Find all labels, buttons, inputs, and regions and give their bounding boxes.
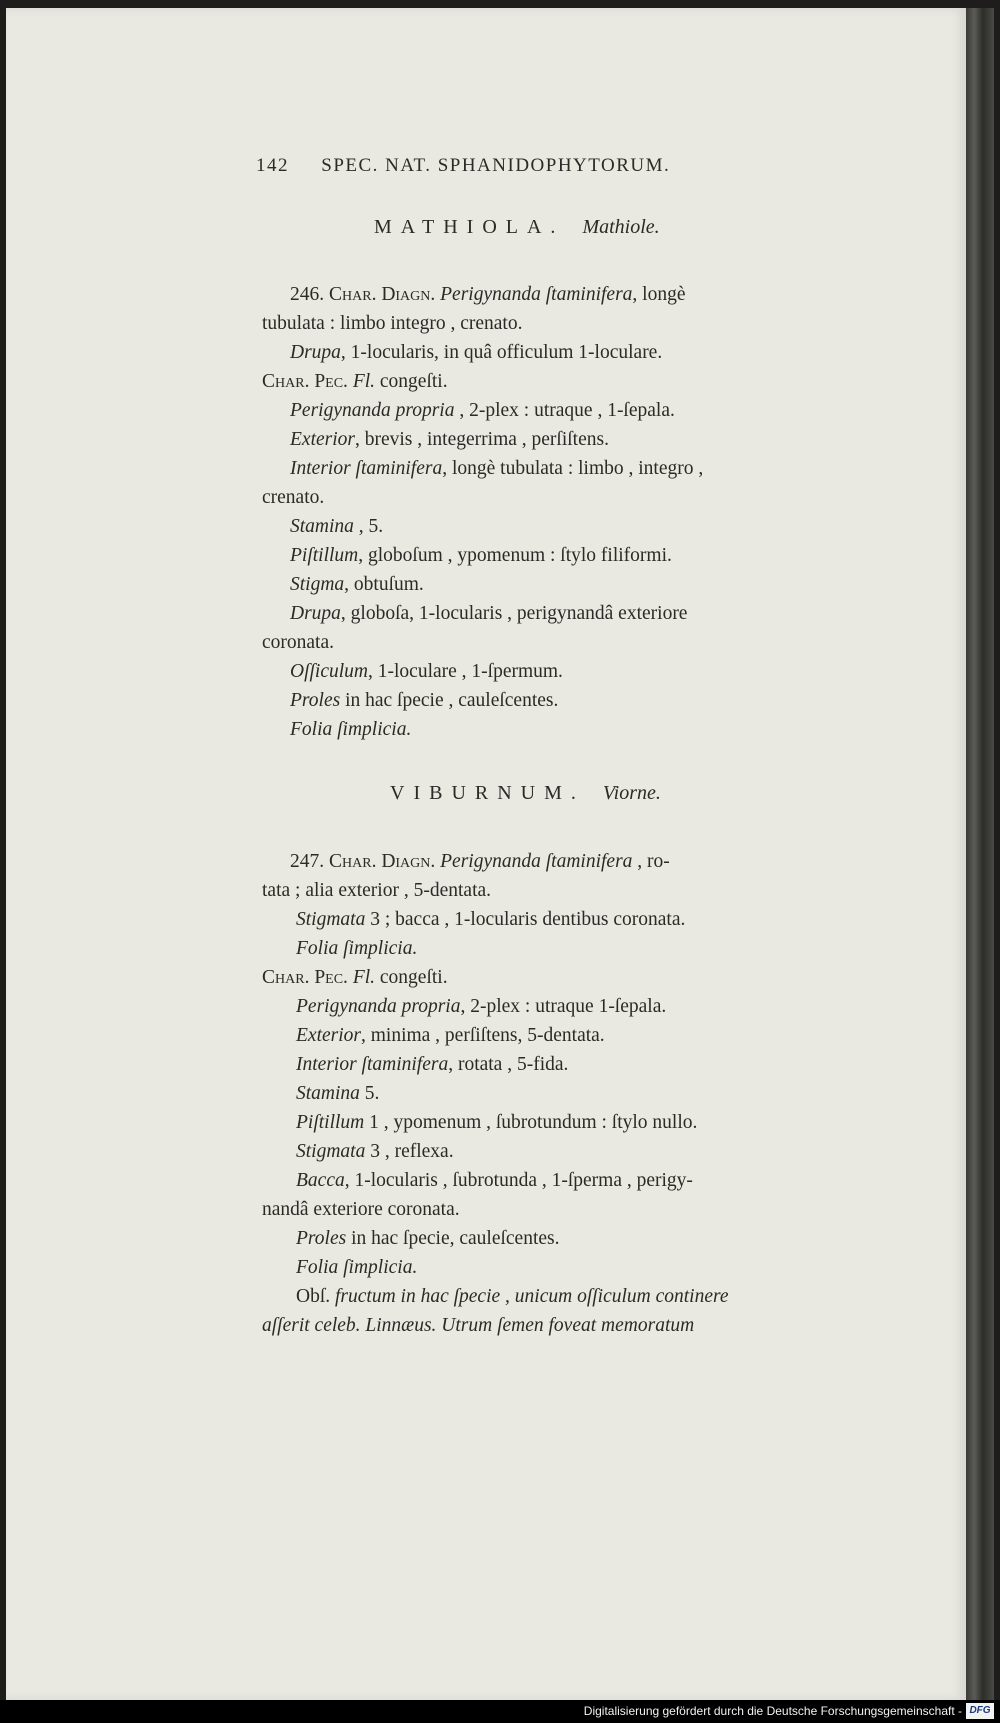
page-number: 142 xyxy=(256,155,289,176)
text-line: Piſtillum 1 , ypomenum , ſubrotundum : ſtylo nullo. xyxy=(296,1112,698,1133)
header-title: SPEC. NAT. SPHANIDOPHYTORUM. xyxy=(321,155,671,176)
page-edge xyxy=(966,8,994,1700)
dfg-logo: DFG xyxy=(966,1703,994,1719)
genus-name: MATHIOLA. xyxy=(374,216,565,238)
running-header xyxy=(256,155,670,177)
text-line: crenato. xyxy=(262,487,325,508)
text-line: Char. Pec. Fl. congeſti. xyxy=(262,371,448,392)
text-line: Stigmata 3 , reflexa. xyxy=(296,1141,454,1162)
text-line: Bacca, 1-locularis , ſubrotunda , 1-ſperma , perigy- xyxy=(296,1170,693,1191)
text-line: Drupa, 1-locularis, in quâ officulum 1-loculare. xyxy=(290,342,663,363)
text-line: Stigma, obtuſum. xyxy=(290,574,424,595)
text-line: 247. Char. Diagn. Perigynanda ſtaminifera , ro- xyxy=(290,851,670,872)
genus-vernacular: Mathiole. xyxy=(582,216,660,238)
text-line: Proles in hac ſpecie , cauleſcentes. xyxy=(290,690,559,711)
book-page xyxy=(6,8,966,1700)
text-line: Proles in hac ſpecie, cauleſcentes. xyxy=(296,1228,560,1249)
text-line: coronata. xyxy=(262,632,335,653)
text-line: Perigynanda propria , 2-plex : utraque , 1-ſepala. xyxy=(290,400,675,421)
text-line: Stamina , 5. xyxy=(290,516,384,537)
text-line: Exterior, brevis , integerrima , perſiſtens. xyxy=(290,429,609,450)
footer-credit: Digitalisierung gefördert durch die Deutsche Forschungsgemeinschaft - xyxy=(583,1704,962,1718)
text-line: Interior ſtaminifera, rotata , 5-fida. xyxy=(296,1054,569,1075)
text-line: Folia ſimplicia. xyxy=(290,719,412,740)
text-line: 246. Char. Diagn. Perigynanda ſtaminifera, longè xyxy=(290,284,686,305)
text-line: aſſerit celeb. Linnæus. Utrum ſemen foveat memoratum xyxy=(262,1315,695,1336)
text-line: Piſtillum, globoſum , ypomenum : ſtylo filiformi. xyxy=(290,545,672,566)
text-line: Stamina 5. xyxy=(296,1083,380,1104)
footer-bar xyxy=(0,1700,1000,1723)
text-line: Perigynanda propria, 2-plex : utraque 1-ſepala. xyxy=(296,996,667,1017)
text-line: nandâ exteriore coronata. xyxy=(262,1199,460,1220)
text-line: tata ; alia exterior , 5-dentata. xyxy=(262,880,492,901)
text-line: Stigmata 3 ; bacca , 1-locularis dentibus coronata. xyxy=(296,909,686,930)
genus-vernacular: Viorne. xyxy=(602,782,661,804)
text-line: Exterior, minima , perſiſtens, 5-dentata. xyxy=(296,1025,605,1046)
text-line: tubulata : limbo integro , crenato. xyxy=(262,313,523,334)
text-line: Folia ſimplicia. xyxy=(296,938,418,959)
text-line: Char. Pec. Fl. congeſti. xyxy=(262,967,448,988)
text-line: Drupa, globoſa, 1-locularis , perigynandâ exteriore xyxy=(290,603,688,624)
genus-name: VIBURNUM. xyxy=(390,782,585,804)
genus-heading-mathiola xyxy=(374,216,660,239)
text-line: Folia ſimplicia. xyxy=(296,1257,418,1278)
text-line: Interior ſtaminifera, longè tubulata : limbo , integro , xyxy=(290,458,704,479)
text-line: Oſſiculum, 1-loculare , 1-ſpermum. xyxy=(290,661,563,682)
text-line: Obſ. fructum in hac ſpecie , unicum oſſiculum continere xyxy=(296,1286,729,1307)
genus-heading-viburnum xyxy=(390,782,661,805)
